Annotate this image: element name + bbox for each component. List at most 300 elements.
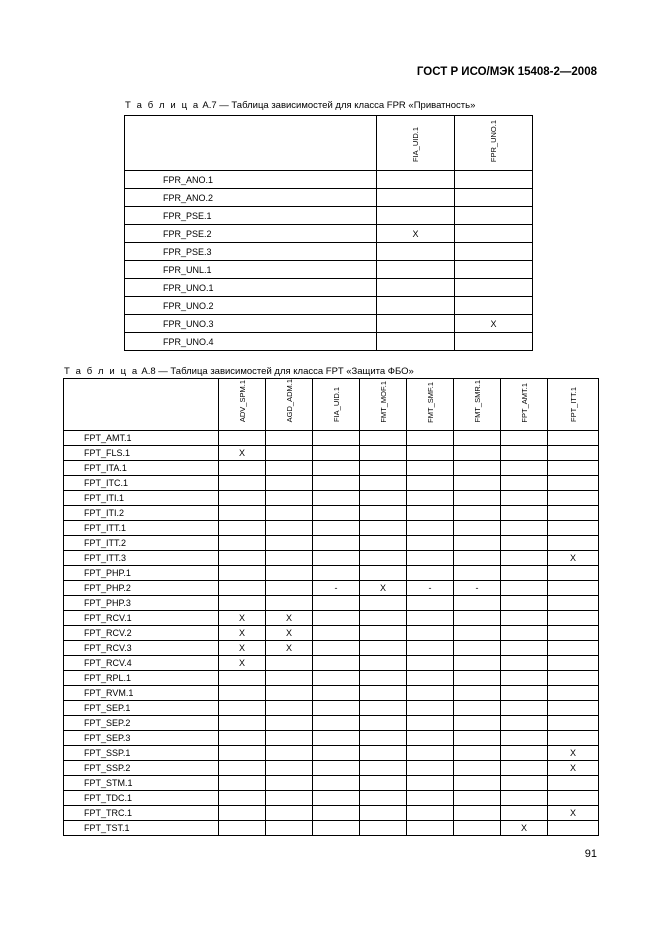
dependency-cell [266,746,313,761]
table-row [125,225,533,243]
dependency-cell [501,776,548,791]
dependency-cell [501,521,548,536]
dependency-cell [455,243,533,261]
dependency-cell [313,821,360,836]
dependency-cell [266,596,313,611]
dependency-cell [407,731,454,746]
dependency-cell [360,761,407,776]
dependency-cell [360,461,407,476]
dependency-cell [219,461,266,476]
dependency-cell [548,821,599,836]
dependency-cell [407,806,454,821]
dependency-cell [407,566,454,581]
dependency-cell [407,491,454,506]
dependency-cell [377,207,455,225]
document-header: ГОСТ Р ИСО/МЭК 15408-2—2008 [416,66,597,78]
dependency-cell [219,716,266,731]
dependency-cell: X [266,626,313,641]
dependency-cell [454,566,501,581]
row-label: FPR_UNO.2 [125,297,377,315]
row-label: FPR_ANO.2 [125,189,377,207]
dependency-cell [501,731,548,746]
dependency-cell [501,596,548,611]
row-label: FPT_RPL.1 [64,671,219,686]
row-label: FPT_SSP.1 [64,746,219,761]
row-label: FPT_TST.1 [64,821,219,836]
dependency-cell [266,566,313,581]
dependency-cell [360,491,407,506]
dependency-cell [313,641,360,656]
dependency-cell [501,446,548,461]
dependency-cell [454,791,501,806]
dependency-cell [455,333,533,351]
dependency-cell [455,261,533,279]
dependency-cell: X [219,641,266,656]
dependency-cell [266,806,313,821]
dependency-cell [501,716,548,731]
dependency-cell [407,641,454,656]
table-row [64,506,599,521]
dependency-cell [407,671,454,686]
dependency-cell [313,536,360,551]
table-row [64,641,599,656]
dependency-cell [407,476,454,491]
table-a7-corner [125,116,377,171]
dependency-cell [454,746,501,761]
dependency-cell [454,446,501,461]
caption-prefix: Т а б л и ц а [64,366,139,377]
table-row [64,731,599,746]
dependency-cell [360,776,407,791]
table-row [125,333,533,351]
dependency-cell [454,551,501,566]
row-label: FPT_ITT.2 [64,536,219,551]
row-label: FPT_PHP.2 [64,581,219,596]
dependency-cell [454,686,501,701]
dependency-cell [454,656,501,671]
column-header: FPT_AMT.1 [501,379,548,431]
row-label: FPT_PHP.1 [64,566,219,581]
row-label: FPR_ANO.1 [125,171,377,189]
dependency-cell [455,297,533,315]
dependency-cell [313,431,360,446]
dependency-cell [313,716,360,731]
row-label: FPT_RCV.4 [64,656,219,671]
dependency-cell [407,761,454,776]
row-label: FPR_PSE.2 [125,225,377,243]
dependency-cell [377,297,455,315]
dependency-cell [454,431,501,446]
dependency-cell [360,611,407,626]
table-row [64,431,599,446]
dependency-cell [501,761,548,776]
page-number: 91 [584,848,597,860]
row-label: FPT_RCV.2 [64,626,219,641]
dependency-cell [454,476,501,491]
table-row [64,791,599,806]
dependency-cell [313,566,360,581]
dependency-cell [219,596,266,611]
table-row [64,686,599,701]
dependency-cell [501,791,548,806]
dependency-cell [360,821,407,836]
dependency-cell [548,641,599,656]
dependency-cell [407,716,454,731]
dependency-cell [266,656,313,671]
table-row [64,461,599,476]
dependency-cell [501,536,548,551]
dependency-cell [266,461,313,476]
dependency-cell [501,476,548,491]
table-row [64,701,599,716]
dependency-cell [454,716,501,731]
dependency-cell [313,596,360,611]
dependency-cell: X [548,806,599,821]
column-header: FPT_ITT.1 [548,379,599,431]
column-header: FIA_UID.1 [377,116,455,171]
dependency-cell [454,461,501,476]
dependency-cell [407,746,454,761]
dependency-cell [407,596,454,611]
dependency-cell [313,521,360,536]
dependency-cell [360,536,407,551]
dependency-cell [360,656,407,671]
row-label: FPT_ITA.1 [64,461,219,476]
dependency-cell: - [454,581,501,596]
dependency-cell [266,671,313,686]
dependency-cell [455,279,533,297]
dependency-cell [360,716,407,731]
table-row [125,189,533,207]
table-row [125,171,533,189]
row-label: FPR_UNO.3 [125,315,377,333]
dependency-cell [266,491,313,506]
dependency-cell [548,686,599,701]
dependency-cell [219,506,266,521]
column-header: ADV_SPM.1 [219,379,266,431]
dependency-cell [266,521,313,536]
dependency-cell [454,776,501,791]
dependency-cell [407,611,454,626]
table-row [64,656,599,671]
dependency-cell [219,791,266,806]
dependency-cell [377,315,455,333]
dependency-cell [313,746,360,761]
column-header: FMT_MOF.1 [360,379,407,431]
dependency-cell [313,806,360,821]
table-row [64,491,599,506]
dependency-cell [454,731,501,746]
dependency-cell [407,506,454,521]
dependency-cell [455,189,533,207]
table-row [64,776,599,791]
dependency-cell [266,776,313,791]
dependency-cell [454,761,501,776]
table-row [64,521,599,536]
dependency-cell [313,611,360,626]
dependency-cell [313,686,360,701]
dependency-cell [313,446,360,461]
dependency-cell [501,701,548,716]
dependency-cell [313,656,360,671]
dependency-cell [501,806,548,821]
dependency-cell [313,476,360,491]
dependency-cell [360,446,407,461]
dependency-cell [360,746,407,761]
dependency-cell: X [548,551,599,566]
dependency-cell: X [548,746,599,761]
dependency-cell [377,333,455,351]
dependency-cell [219,551,266,566]
dependency-cell [454,506,501,521]
table-row [125,261,533,279]
dependency-cell [548,731,599,746]
dependency-cell: X [360,581,407,596]
dependency-cell [501,656,548,671]
table-row [64,671,599,686]
table-row [64,716,599,731]
dependency-cell: X [219,656,266,671]
dependency-cell [454,626,501,641]
row-label: FPT_ITI.1 [64,491,219,506]
table-row [125,315,533,333]
column-header: AGD_ADM.1 [266,379,313,431]
dependency-cell [266,716,313,731]
dependency-cell [407,461,454,476]
dependency-cell [219,746,266,761]
table-a8-caption [64,366,414,377]
dependency-cell [360,686,407,701]
dependency-cell [501,566,548,581]
dependency-cell [501,671,548,686]
dependency-cell [313,701,360,716]
dependency-cell [360,476,407,491]
dependency-cell: X [455,315,533,333]
dependency-cell [360,671,407,686]
row-label: FPR_PSE.1 [125,207,377,225]
dependency-cell [219,521,266,536]
dependency-cell [360,566,407,581]
dependency-cell [313,776,360,791]
dependency-cell: - [313,581,360,596]
dependency-cell [360,551,407,566]
dependency-cell [313,506,360,521]
dependency-cell [548,536,599,551]
dependency-cell [266,581,313,596]
table-row [125,297,533,315]
table-row [64,551,599,566]
dependency-cell [454,611,501,626]
dependency-cell [407,701,454,716]
table-row [64,566,599,581]
dependency-cell [360,731,407,746]
caption-text: А.7 — Таблица зависимостей для класса FPR «Приватность» [202,100,476,111]
dependency-cell [455,207,533,225]
dependency-cell [313,791,360,806]
row-label: FPR_UNO.4 [125,333,377,351]
dependency-cell: X [548,761,599,776]
dependency-cell [501,431,548,446]
row-label: FPT_SEP.2 [64,716,219,731]
column-header: FMT_SMR.1 [454,379,501,431]
dependency-cell [219,821,266,836]
row-label: FPT_FLS.1 [64,446,219,461]
dependency-cell [219,566,266,581]
dependency-cell [454,536,501,551]
dependency-cell [266,761,313,776]
dependency-cell [219,536,266,551]
dependency-cell [407,521,454,536]
dependency-cell [501,626,548,641]
row-label: FPR_UNO.1 [125,279,377,297]
dependency-cell: X [266,641,313,656]
dependency-cell [266,476,313,491]
table-row [64,476,599,491]
dependency-cell [548,431,599,446]
dependency-cell [219,701,266,716]
dependency-cell [313,626,360,641]
dependency-cell [548,596,599,611]
table-row [64,746,599,761]
dependency-cell [407,656,454,671]
dependency-cell [454,521,501,536]
row-label: FPT_AMT.1 [64,431,219,446]
column-header: FMT_SMF.1 [407,379,454,431]
dependency-cell [548,446,599,461]
table-row [64,761,599,776]
dependency-cell [454,596,501,611]
dependency-cell [407,821,454,836]
dependency-cell [266,686,313,701]
dependency-cell [219,731,266,746]
dependency-cell [455,225,533,243]
dependency-cell [377,171,455,189]
caption-text: А.8 — Таблица зависимостей для класса FPT «Защита ФБО» [141,366,414,377]
dependency-cell [313,731,360,746]
dependency-cell [313,761,360,776]
dependency-cell: X [219,626,266,641]
dependency-cell: - [407,581,454,596]
table-a8 [63,378,599,836]
dependency-cell [219,806,266,821]
dependency-cell [266,446,313,461]
dependency-cell [548,656,599,671]
dependency-cell [360,641,407,656]
table-a7-caption [125,100,475,111]
dependency-cell [548,476,599,491]
row-label: FPT_ITT.1 [64,521,219,536]
dependency-cell [377,261,455,279]
table-row [64,596,599,611]
dependency-cell [454,806,501,821]
dependency-cell [219,491,266,506]
table-row [64,611,599,626]
dependency-cell [407,776,454,791]
dependency-cell [501,491,548,506]
column-header: FIA_UID.1 [313,379,360,431]
row-label: FPT_SSP.2 [64,761,219,776]
dependency-cell [501,581,548,596]
row-label: FPT_ITC.1 [64,476,219,491]
dependency-cell [548,521,599,536]
dependency-cell [266,731,313,746]
column-header: FPR_UNO.1 [455,116,533,171]
row-label: FPT_TRC.1 [64,806,219,821]
dependency-cell [548,776,599,791]
dependency-cell [360,431,407,446]
dependency-cell [407,431,454,446]
table-row [125,207,533,225]
dependency-cell [548,491,599,506]
dependency-cell: X [266,611,313,626]
dependency-cell [548,581,599,596]
dependency-cell [407,446,454,461]
dependency-cell: X [219,446,266,461]
dependency-cell [377,279,455,297]
dependency-cell [266,431,313,446]
dependency-cell [501,641,548,656]
dependency-cell [454,701,501,716]
dependency-cell [501,611,548,626]
dependency-cell [407,791,454,806]
table-a8-corner [64,379,219,431]
dependency-cell [454,641,501,656]
dependency-cell [548,671,599,686]
table-row [125,243,533,261]
dependency-cell [501,686,548,701]
dependency-cell [360,701,407,716]
dependency-cell [313,461,360,476]
dependency-cell [548,626,599,641]
dependency-cell [360,791,407,806]
dependency-cell [548,791,599,806]
table-row [64,626,599,641]
dependency-cell [548,701,599,716]
table-row [64,821,599,836]
table-a7 [124,115,533,351]
dependency-cell [219,686,266,701]
dependency-cell [266,821,313,836]
table-row [64,806,599,821]
dependency-cell [377,243,455,261]
dependency-cell [548,566,599,581]
dependency-cell [219,476,266,491]
dependency-cell [360,806,407,821]
row-label: FPT_RVM.1 [64,686,219,701]
dependency-cell [219,761,266,776]
dependency-cell [548,716,599,731]
dependency-cell [407,551,454,566]
table-row [64,536,599,551]
table-row [64,581,599,596]
dependency-cell [219,776,266,791]
dependency-cell [266,791,313,806]
dependency-cell: X [219,611,266,626]
table-row [125,279,533,297]
dependency-cell [548,461,599,476]
row-label: FPR_PSE.3 [125,243,377,261]
dependency-cell [313,551,360,566]
dependency-cell [501,746,548,761]
dependency-cell [407,686,454,701]
row-label: FPT_SEP.3 [64,731,219,746]
dependency-cell [219,581,266,596]
dependency-cell: X [501,821,548,836]
dependency-cell [454,821,501,836]
row-label: FPR_UNL.1 [125,261,377,279]
dependency-cell [266,506,313,521]
dependency-cell [454,491,501,506]
